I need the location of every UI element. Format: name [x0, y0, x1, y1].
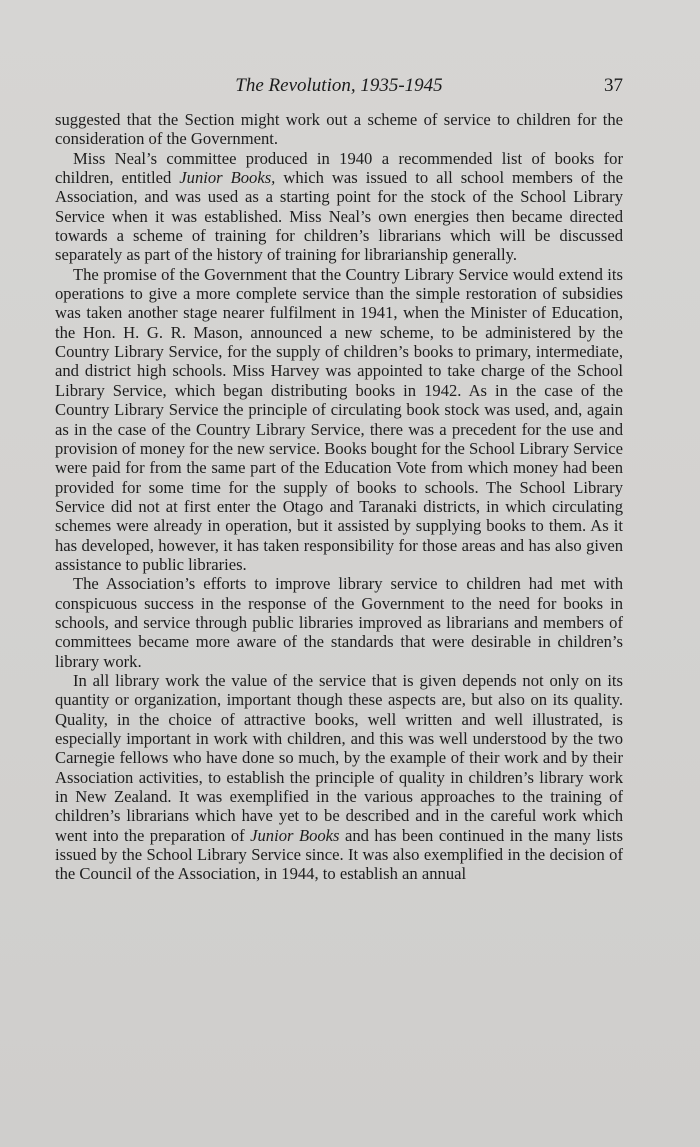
- paragraph-5-text-a: In all library work the value of the service that is given depends not only on its quantity or organization, important though these aspects are, but also on its quality. Quality, in the choice of attractive books, well written and well illustrated, is especially important in work with children, and this was well understood by the two Carnegie fellows who have done so much, by the example of their work and by their Association activities, to establish the principle of quality in children’s library work in New Zealand. It was exemplified in the various approaches to the training of children’s librarians which have yet to be described and in the careful work which went into the preparation of: [55, 670, 623, 845]
- paragraph-4: [55, 574, 623, 671]
- paragraph-3: [55, 265, 623, 575]
- paragraph-2: [55, 149, 623, 265]
- body-text: [55, 110, 623, 884]
- book-title-junior-books-2: Junior Books: [250, 825, 340, 845]
- paragraph-1-text: suggested that the Section might work out a scheme of service to children for the consideration of the Government.: [55, 110, 623, 149]
- paragraph-2-text-b: which was issued to all school members of the Association, and was used as a starting point for the stock of the School Library Service when it was established. Miss Neal’s own energies then became directed towards a scheme of training for children’s librarians which will be discussed separately as part of the history of training for librarianship generally.: [55, 168, 623, 265]
- running-head: [55, 75, 623, 101]
- paragraph-3-text: The promise of the Government that the Country Library Service would extend its operations to give a more complete service than the simple restoration of subsidies was taken another stage nearer fulfilment in 1941, when the Minister of Education, the Hon. H. G. R. Mason, announced a new scheme, to be administered by the Country Library Service, for the supply of children’s books to primary, intermediate, and district high schools. Miss Harvey was appointed to take charge of the School Library Service, which began distributing books in 1942. As in the case of the Country Library Service the principle of circulating book stock was used, and, again as in the case of the Country Library Service, there was a precedent for the use and provision of money for the new service. Books bought for the School Library Service were paid for from the same part of the Education Vote from which money had been provided for some time for the supply of books to schools. The School Library Service did not at first enter the Otago and Taranaki districts, in which circulating schemes were already in operation, but it assisted by supplying books to them. As it has developed, however, it has taken responsibility for those areas and has also given assistance to public libraries.: [55, 264, 623, 574]
- paragraph-5-text-b: and has been continued in the many lists issued by the School Library Service since. It was also exemplified in the decision of the Council of the Association, in 1944, to establish an annual: [55, 825, 623, 884]
- paragraph-2-text-a: Miss Neal’s committee produced in 1940 a recommended list of books for children, entitled: [55, 148, 623, 188]
- paragraph-1: [55, 110, 623, 149]
- paragraph-5: [55, 671, 623, 884]
- book-title-junior-books: Junior Books,: [179, 168, 276, 188]
- paragraph-4-text: The Association’s efforts to improve library service to children had met with conspicuous success in the response of the Government to the need for books in schools, and service through public libraries improved as librarians and members of committees became more aware of the standards that were desirable in children’s library work.: [55, 574, 623, 671]
- page-number: 37: [604, 75, 623, 96]
- running-title: The Revolution, 1935-1945: [235, 75, 443, 96]
